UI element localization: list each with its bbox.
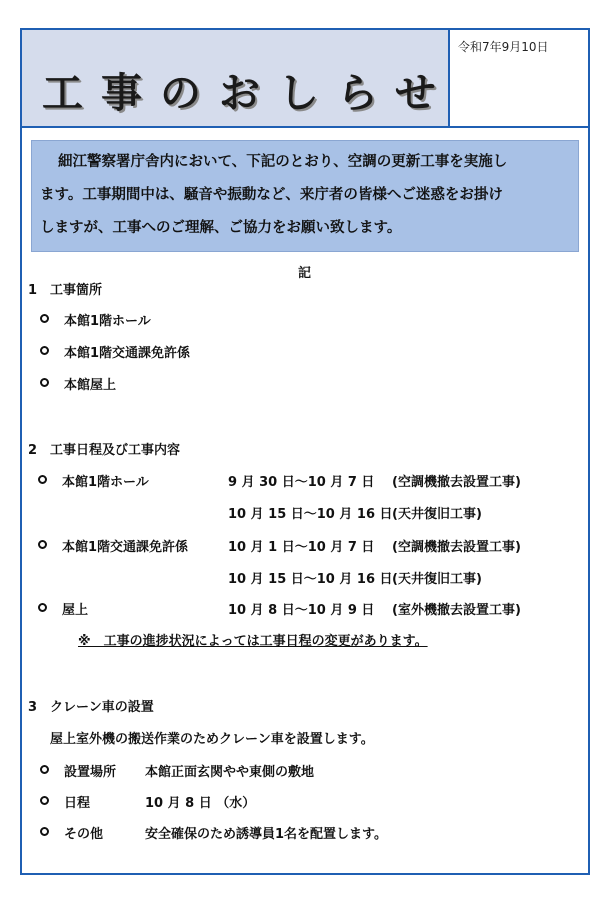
section1-heading: 1 工事箇所	[28, 283, 103, 298]
crane-label-3: その他	[64, 827, 104, 842]
schedule-work-1: (空調機撤去設置工事)	[392, 475, 521, 490]
bullet-circle-icon	[40, 827, 49, 836]
page-title: 工事のおしらせ	[42, 69, 454, 117]
schedule-period-1: 9 月 30 日～10 月 7 日	[228, 475, 375, 490]
crane-intro: 屋上室外機の搬送作業のためクレーン車を設置します。	[50, 732, 374, 747]
bullet-circle-icon	[38, 603, 47, 612]
section3-heading: 3 クレーン車の設置	[28, 700, 154, 715]
location-item-1: 本館1階ホール	[64, 314, 151, 329]
schedule-place-3: 本館1階交通課免許係	[62, 540, 189, 555]
notice-line-1: 細江警察署庁舎内において、下記のとおり、空調の更新工事を実施し	[58, 154, 508, 170]
crane-value-1: 本館正面玄関やや東側の敷地	[145, 765, 315, 780]
bullet-circle-icon	[40, 378, 49, 387]
bullet-circle-icon	[40, 346, 49, 355]
notice-date: 令和7年9月10日	[458, 40, 549, 54]
bullet-circle-icon	[40, 314, 49, 323]
schedule-period-5: 10 月 8 日～10 月 9 日	[228, 603, 375, 618]
bullet-circle-icon	[38, 475, 47, 484]
section2-heading: 2 工事日程及び工事内容	[28, 443, 181, 458]
schedule-work-4: (天井復旧工事)	[392, 572, 482, 587]
ki-heading: 記	[298, 266, 312, 281]
location-item-2: 本館1階交通課免許係	[64, 346, 191, 361]
schedule-note: ※ 工事の進捗状況によっては工事日程の変更があります。	[78, 634, 428, 649]
bullet-circle-icon	[40, 765, 49, 774]
location-item-3: 本館屋上	[64, 378, 117, 393]
schedule-period-3: 10 月 1 日～10 月 7 日	[228, 540, 375, 555]
schedule-place-1: 本館1階ホール	[62, 475, 149, 490]
crane-label-1: 設置場所	[64, 765, 117, 780]
notice-line-3: しますが、工事へのご理解、ご協力をお願い致します。	[40, 220, 402, 236]
bullet-circle-icon	[38, 540, 47, 549]
notice-line-2: ます。工事期間中は、騒音や振動など、来庁者の皆様へご迷惑をお掛け	[40, 187, 503, 203]
schedule-work-3: (空調機撤去設置工事)	[392, 540, 521, 555]
schedule-period-4: 10 月 15 日～10 月 16 日	[228, 572, 393, 587]
schedule-period-2: 10 月 15 日～10 月 16 日	[228, 507, 393, 522]
crane-value-3: 安全確保のため誘導員1名を配置します。	[145, 827, 388, 842]
schedule-place-5: 屋上	[62, 603, 89, 618]
crane-value-2: 10 月 8 日 （水）	[145, 796, 256, 811]
bullet-circle-icon	[40, 796, 49, 805]
crane-label-2: 日程	[64, 796, 91, 811]
schedule-work-2: (天井復旧工事)	[392, 507, 482, 522]
schedule-work-5: (室外機撤去設置工事)	[392, 603, 521, 618]
